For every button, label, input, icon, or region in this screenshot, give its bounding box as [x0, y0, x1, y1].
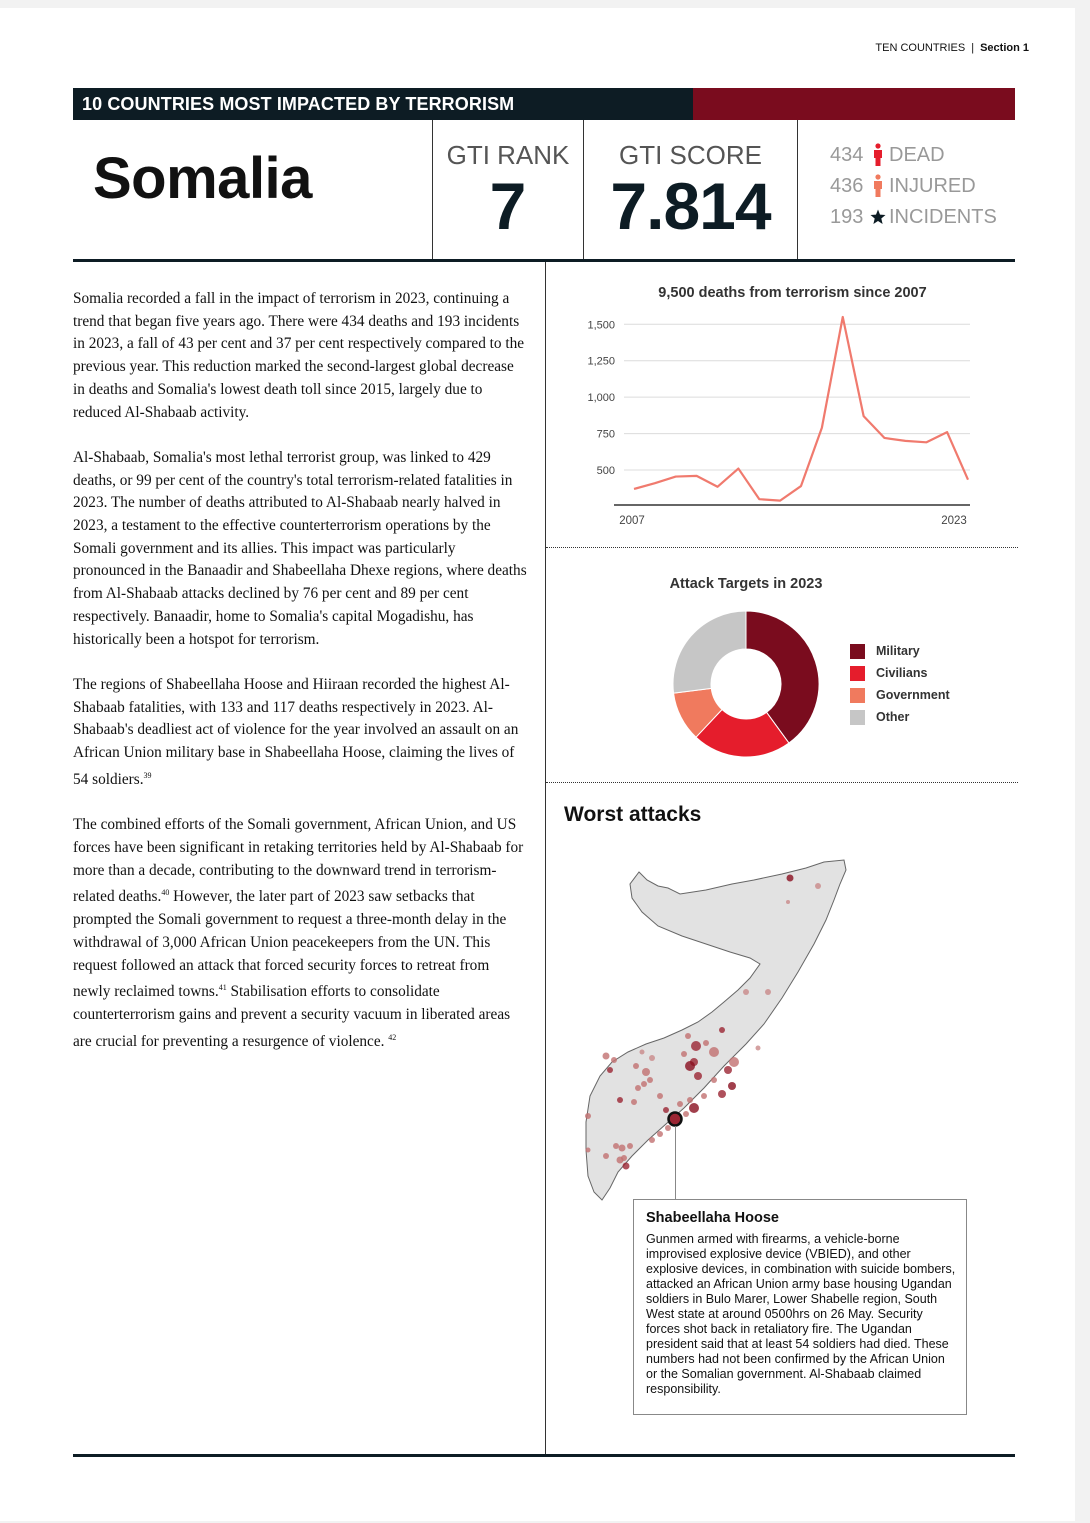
paragraph-4-text-c: Stabilisation efforts to consolidate counterterrorism gains and prevent a security vacuum in liberated areas are crucial for preventing a resurgence of violence. — [73, 983, 511, 1050]
y-tick-label: 1,250 — [587, 355, 615, 368]
targets-chart-title: Attack Targets in 2023 — [669, 576, 823, 592]
dead-value: 434 — [830, 143, 864, 166]
targets-donut-chart — [668, 606, 824, 762]
attack-dot — [586, 1148, 591, 1153]
gti-score-label: GTI SCORE — [618, 140, 762, 170]
person-icon — [867, 143, 889, 167]
y-tick-label: 1,000 — [587, 392, 615, 405]
callout-title: Shabeellaha Hoose — [646, 1210, 779, 1226]
attack-dot — [640, 1050, 645, 1055]
x-tick-label: 2023 — [941, 515, 967, 527]
attack-dot — [642, 1068, 650, 1076]
callout-leader-line — [675, 1126, 676, 1200]
deaths-series-line — [634, 317, 968, 501]
attack-dot — [647, 1077, 653, 1083]
attack-dot — [585, 1113, 591, 1119]
footnote-ref: 39 — [143, 770, 152, 780]
highlighted-attack-marker — [669, 1113, 682, 1126]
legend-swatch — [850, 710, 865, 725]
attack-dot — [729, 1057, 739, 1067]
legend-label: Government — [876, 688, 950, 702]
attack-dot — [756, 1046, 761, 1051]
legend-item — [850, 706, 950, 728]
attack-dot — [603, 1153, 609, 1159]
paragraph-4-text-b: However, the later part of 2023 saw setbacks that prompted the Somali government to request a three-month delay in the withdrawal of 3,000 African Union peacekeepers from the UN. This request followed an attack that forced security forces to retreat from newly reclaimed towns. — [73, 888, 507, 1001]
attack-dot — [786, 900, 790, 904]
worst-attacks-title: Worst attacks — [564, 803, 702, 826]
gti-rank-label: GTI RANK — [446, 140, 570, 170]
attack-dot — [617, 1097, 623, 1103]
incidents-count — [830, 204, 997, 230]
paragraph-2: Al-Shabaab, Somalia's most lethal terrorist group, was linked to 429 deaths, or 99 per cent of the country's total terrorism-related fatalities in 2023. The number of deaths attributed to Al-Shabaab nearly halved in 2023, a testament to the effective counterterrorism operations by the Somali government and its allies. This impact was particularly pronounced in the Banaadir and Shabeellaha Dhexe regions, where deaths from Al-Shabaab attacks declined by 76 per cent and 89 per cent respectively. Banaadir, home to Somalia's capital Mogadishu, has historically been a hotspot for terrorism. — [73, 448, 527, 648]
injured-count — [830, 173, 976, 199]
attack-dot — [687, 1097, 693, 1103]
banner-accent — [693, 88, 1015, 120]
y-tick-label: 1,500 — [587, 319, 615, 332]
footnote-ref: 40 — [161, 888, 170, 898]
attack-dot — [663, 1107, 669, 1113]
attack-dot — [787, 875, 794, 882]
attack-dot — [728, 1082, 736, 1090]
paragraph-1: Somalia recorded a fall in the impact of terrorism in 2023, continuing a trend that began five years ago. There were 434 deaths and 193 incidents in 2023, a fall of 43 per cent and 37 per cent respectively compared to the previous year. This reduction marked the second-largest global decrease in deaths and Somalia's lowest death toll since 2015, largely due to reduced Al-Shabaab activity. — [73, 290, 525, 421]
y-tick-label: 750 — [596, 428, 615, 441]
attack-dot — [691, 1041, 701, 1051]
running-header-separator: | — [971, 42, 975, 54]
legend-label: Military — [876, 644, 920, 658]
attack-dot — [641, 1081, 647, 1087]
legend-label: Other — [876, 710, 910, 724]
paragraph-4-text-a: The combined efforts of the Somali government, African Union, and US forces have been significant in retaking territories held by Al-Shabaab for more than a decade, contributing to the downward trend in terrorism-related deaths. — [73, 816, 524, 906]
attack-dot — [613, 1143, 619, 1149]
attack-dot — [677, 1101, 683, 1107]
attack-dot — [743, 989, 749, 995]
person-icon — [867, 174, 889, 198]
y-tick-label: 500 — [596, 465, 615, 478]
attack-dot — [603, 1053, 610, 1060]
attack-dot — [621, 1155, 627, 1161]
somalia-attacks-map — [546, 840, 1018, 1210]
footnote-ref: 42 — [388, 1032, 397, 1042]
attack-dot — [718, 1090, 726, 1098]
attack-dot — [681, 1051, 687, 1057]
attack-dot — [649, 1137, 655, 1143]
attack-dot — [623, 1163, 630, 1170]
legend-swatch — [850, 644, 865, 659]
footer-rule — [73, 1454, 1015, 1457]
gti-score-value: 7.814 — [610, 169, 771, 243]
header-rule — [73, 259, 1015, 262]
attack-dot — [649, 1055, 655, 1061]
attack-dot — [815, 883, 821, 889]
attack-dot — [703, 1040, 709, 1046]
injured-value: 436 — [830, 174, 864, 197]
attack-dot — [665, 1125, 671, 1131]
attack-dot — [765, 989, 771, 995]
attack-callout — [633, 1199, 967, 1415]
attack-dot — [685, 1033, 691, 1039]
legend-item — [850, 684, 950, 706]
attack-dot — [657, 1093, 663, 1099]
deaths-chart-title: 9,500 deaths from terrorism since 2007 — [658, 285, 927, 301]
attack-dot — [607, 1067, 613, 1073]
gti-rank-value: 7 — [489, 169, 527, 243]
divider-counts — [797, 120, 798, 260]
incidents-label: INCIDENTS — [889, 205, 997, 228]
attack-dot — [724, 1066, 732, 1074]
callout-text: Gunmen armed with firearms, a vehicle-borne improvised explosive device (VBIED), and other explosive devices, in combination with suicide bombers, attacked an African Union army base housing Ugandan soldiers in Bulo Marer, Lower Shabelle region, South West state at around 0500hrs on 26 May. Security forces shot back in retaliatory fire. The Ugandan president said that at least 54 soldiers had died. These numbers had not been confirmed by the African Union or the Somalian government. Al-Shabaab claimed responsibility. — [646, 1232, 956, 1396]
attack-dot — [635, 1085, 641, 1091]
incidents-value: 193 — [830, 205, 864, 228]
paragraph-3-text: The regions of Shabeellaha Hoose and Hiiraan recorded the highest Al-Shabaab fatalities, with 133 and 117 deaths respectively in 2023. Al-Shabaab's deadliest act of violence for the year involved an assault on an African Union military base in Shabeellaha Hoose, claiming the lives of 54 soldiers. — [73, 675, 519, 788]
paragraph-4 — [73, 814, 528, 1053]
section-divider — [546, 782, 1018, 783]
footnote-ref: 41 — [218, 983, 227, 993]
injured-label: INJURED — [889, 174, 976, 197]
section-divider — [546, 547, 1018, 548]
attack-dot — [709, 1047, 719, 1057]
attack-dot — [694, 1072, 702, 1080]
attack-dot — [711, 1077, 717, 1083]
star-icon — [867, 205, 889, 229]
legend-item — [850, 640, 950, 662]
section-banner — [73, 88, 1015, 120]
donut-slice-other — [673, 611, 746, 693]
attack-dot — [611, 1057, 617, 1063]
legend-swatch — [850, 666, 865, 681]
attack-dot — [627, 1143, 633, 1149]
paragraph-3 — [73, 674, 528, 792]
x-tick-label: 2007 — [619, 515, 645, 527]
banner-title: 10 COUNTRIES MOST IMPACTED BY TERRORISM — [82, 94, 515, 114]
legend-swatch — [850, 688, 865, 703]
legend-item — [850, 662, 950, 684]
dead-label: DEAD — [889, 143, 945, 166]
targets-legend — [850, 640, 950, 728]
attack-dot — [689, 1103, 699, 1113]
running-header-section: Section 1 — [980, 42, 1029, 54]
dead-count — [830, 142, 945, 168]
attack-dot — [631, 1099, 637, 1105]
attack-dot — [619, 1145, 626, 1152]
country-name: Somalia — [93, 146, 312, 211]
article-body — [73, 288, 528, 1076]
attack-dot — [633, 1063, 639, 1069]
running-header — [875, 42, 1029, 54]
attack-dot — [683, 1111, 689, 1117]
attack-dot — [719, 1027, 725, 1033]
attack-dot — [701, 1093, 707, 1099]
deaths-line-chart — [546, 305, 1018, 540]
attack-dot — [657, 1131, 663, 1137]
legend-label: Civilians — [876, 666, 928, 680]
running-header-left: TEN COUNTRIES — [875, 42, 966, 54]
attack-dot — [685, 1061, 695, 1071]
